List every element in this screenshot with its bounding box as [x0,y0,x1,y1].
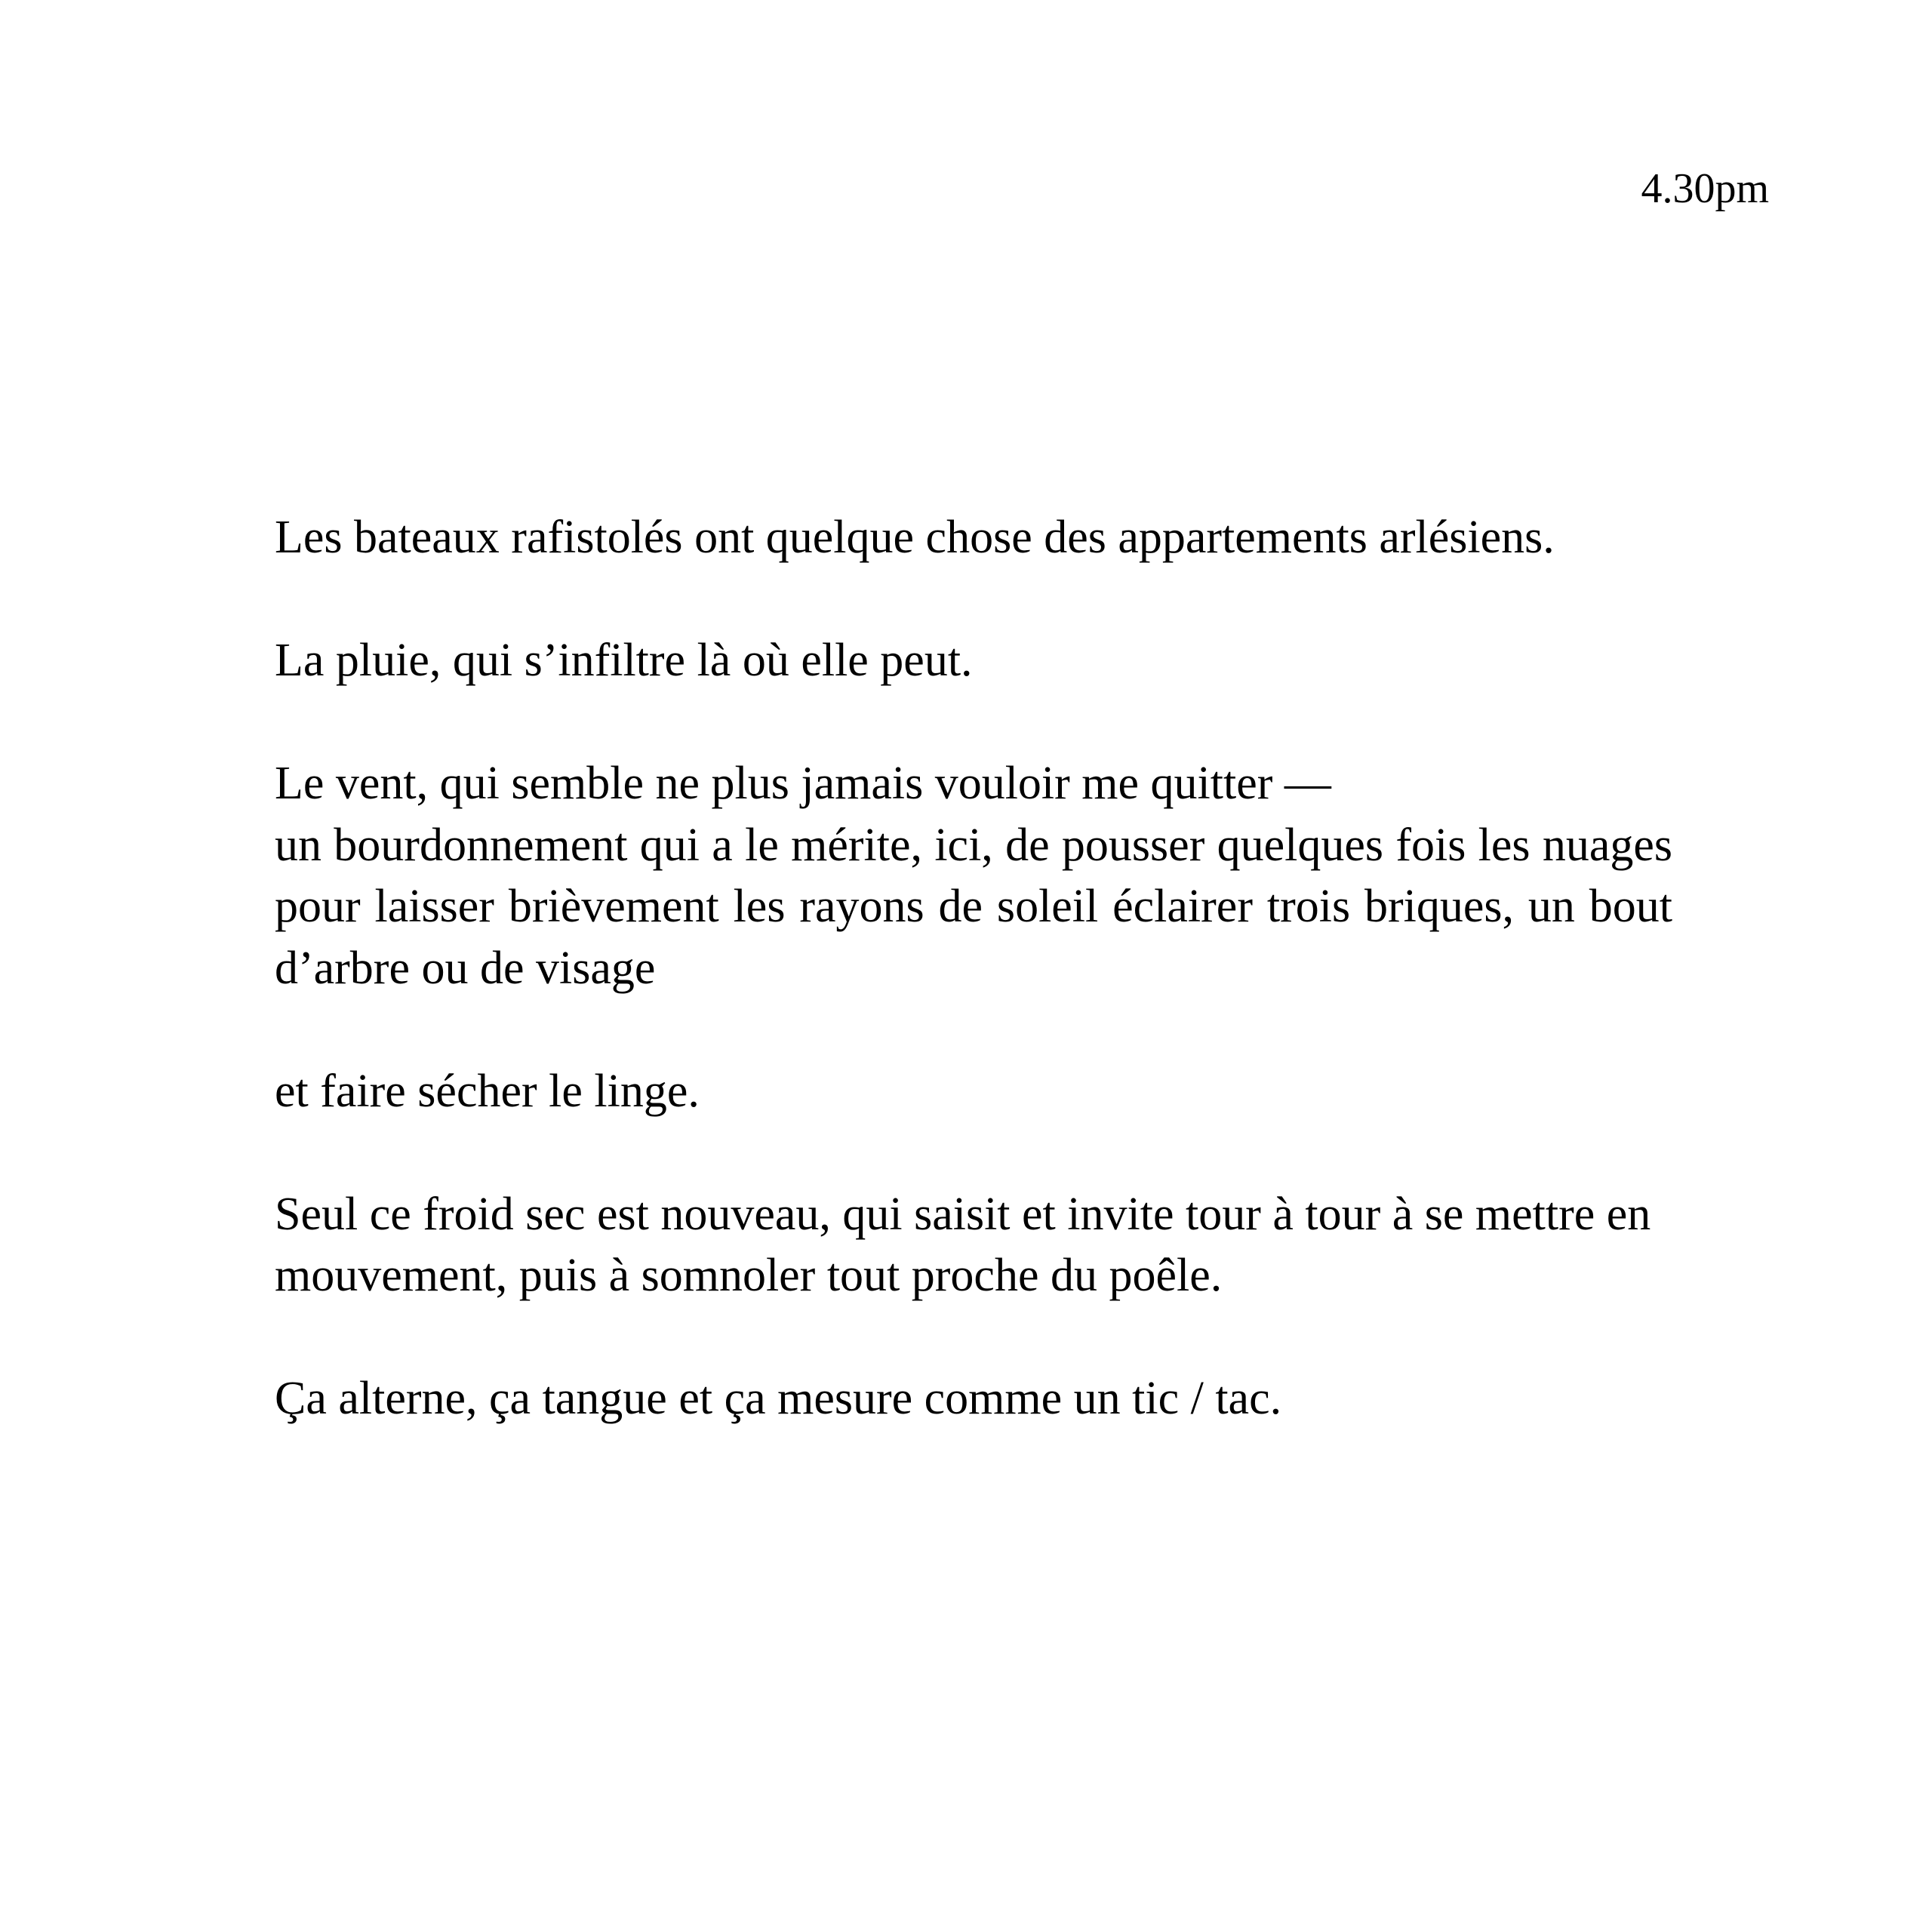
stanza-line: un bourdonnement qui a le mérite, ici, de pousser quelques fois les nuages pour laisser brièvement les rayons de soleil éclairer trois briques, un bout d’arbre ou de visage [275,819,1672,994]
stanza: Seul ce froid sec est nouveau, qui saisit et invite tour à tour à se mettre en mouvement, puis à somnoler tout proche du poêle. [275,1188,1651,1301]
stanza [275,753,1672,999]
stanza: La pluie, qui s’infiltre là où elle peut. [275,635,973,686]
stanza: Ça alterne, ça tangue et ça mesure comme un tic / tac. [275,1373,1282,1424]
stanza-line: Le vent, qui semble ne plus jamais vouloir me quitter — [275,758,1331,809]
stanza: Les bateaux rafistolés ont quelque chose des appartements arlésiens. [275,512,1555,563]
stanza: et faire sécher le linge. [275,1065,700,1117]
poem-body [275,507,1672,1430]
timestamp: 4.30pm [1641,165,1769,212]
